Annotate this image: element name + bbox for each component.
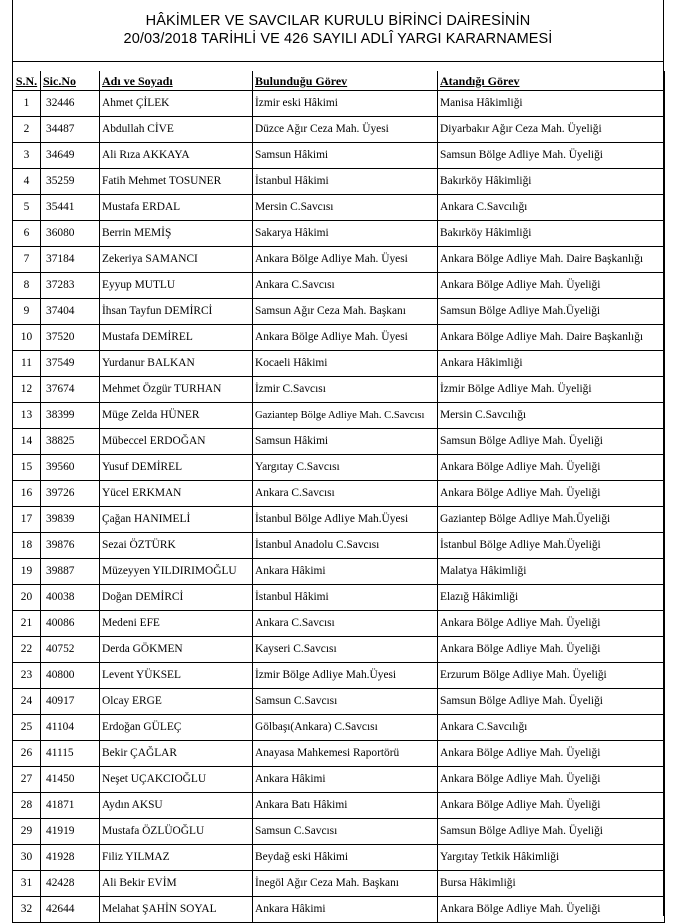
cell-sn: 24 <box>13 688 41 714</box>
cell-name: Doğan DEMİRCİ <box>100 584 253 610</box>
cell-current-post: Düzce Ağır Ceza Mah. Üyesi <box>253 116 438 142</box>
cell-name: Berrin MEMİŞ <box>100 220 253 246</box>
cell-sn: 1 <box>13 90 41 116</box>
cell-current-post: Ankara Hâkimi <box>253 896 438 922</box>
cell-assigned-post: Ankara Bölge Adliye Mah. Üyeliği <box>438 636 665 662</box>
cell-assigned-post: Ankara Hâkimliği <box>438 350 665 376</box>
cell-sn: 12 <box>13 376 41 402</box>
cell-sn: 13 <box>13 402 41 428</box>
cell-sicil-no: 34649 <box>41 142 100 168</box>
header-name: Adı ve Soyadı <box>100 71 253 90</box>
cell-current-post: Kayseri C.Savcısı <box>253 636 438 662</box>
cell-sicil-no: 37184 <box>41 246 100 272</box>
cell-name: Mübeccel ERDOĞAN <box>100 428 253 454</box>
cell-name: Yusuf DEMİREL <box>100 454 253 480</box>
cell-current-post: Ankara C.Savcısı <box>253 480 438 506</box>
cell-sicil-no: 40086 <box>41 610 100 636</box>
table-row <box>13 532 665 558</box>
table-row <box>13 272 665 298</box>
table-row <box>13 428 665 454</box>
title-box <box>13 2 663 62</box>
cell-sn: 26 <box>13 740 41 766</box>
table-row <box>13 792 665 818</box>
table-body <box>13 90 665 922</box>
table-row <box>13 584 665 610</box>
cell-name: Aydın AKSU <box>100 792 253 818</box>
table-row <box>13 194 665 220</box>
cell-name: Medeni EFE <box>100 610 253 636</box>
table-header-row <box>13 71 665 90</box>
cell-assigned-post: Ankara Bölge Adliye Mah. Üyeliği <box>438 454 665 480</box>
table-row <box>13 350 665 376</box>
cell-current-post: Samsun C.Savcısı <box>253 818 438 844</box>
table-row <box>13 220 665 246</box>
cell-sicil-no: 41928 <box>41 844 100 870</box>
cell-sn: 22 <box>13 636 41 662</box>
cell-sn: 11 <box>13 350 41 376</box>
cell-assigned-post: Bakırköy Hâkimliği <box>438 220 665 246</box>
cell-current-post: İstanbul Bölge Adliye Mah.Üyesi <box>253 506 438 532</box>
cell-sn: 28 <box>13 792 41 818</box>
header-sicil-no: Sic.No <box>41 71 100 90</box>
cell-sn: 3 <box>13 142 41 168</box>
cell-sicil-no: 37549 <box>41 350 100 376</box>
cell-name: Yurdanur BALKAN <box>100 350 253 376</box>
table-row <box>13 116 665 142</box>
cell-sicil-no: 41450 <box>41 766 100 792</box>
cell-name: Melahat ŞAHİN SOYAL <box>100 896 253 922</box>
header-sn: S.N. <box>13 71 41 90</box>
cell-current-post: Ankara Hâkimi <box>253 766 438 792</box>
cell-sn: 2 <box>13 116 41 142</box>
table-row <box>13 636 665 662</box>
cell-current-post: Ankara Bölge Adliye Mah. Üyesi <box>253 246 438 272</box>
cell-current-post: İstanbul Anadolu C.Savcısı <box>253 532 438 558</box>
cell-current-post: Ankara Batı Hâkimi <box>253 792 438 818</box>
cell-assigned-post: Ankara Bölge Adliye Mah. Üyeliği <box>438 740 665 766</box>
cell-sicil-no: 40800 <box>41 662 100 688</box>
cell-sicil-no: 32446 <box>41 90 100 116</box>
cell-assigned-post: Ankara Bölge Adliye Mah. Daire Başkanlığı <box>438 246 665 272</box>
cell-assigned-post: İzmir Bölge Adliye Mah. Üyeliği <box>438 376 665 402</box>
cell-sn: 17 <box>13 506 41 532</box>
table-row <box>13 688 665 714</box>
cell-assigned-post: Ankara C.Savcılığı <box>438 194 665 220</box>
cell-name: Eyyup MUTLU <box>100 272 253 298</box>
cell-current-post: Ankara C.Savcısı <box>253 610 438 636</box>
cell-current-post: İzmir eski Hâkimi <box>253 90 438 116</box>
title-line-1: HÂKİMLER VE SAVCILAR KURULU BİRİNCİ DAİRESİNİN <box>145 13 531 29</box>
cell-assigned-post: Ankara Bölge Adliye Mah. Üyeliği <box>438 480 665 506</box>
cell-current-post: Gaziantep Bölge Adliye Mah. C.Savcısı <box>253 402 438 428</box>
title-line-2: 20/03/2018 TARİHLİ VE 426 SAYILI ADLÎ YARGI KARARNAMESİ <box>123 31 553 47</box>
cell-sn: 18 <box>13 532 41 558</box>
table-row <box>13 896 665 922</box>
cell-current-post: Mersin C.Savcısı <box>253 194 438 220</box>
cell-sicil-no: 39560 <box>41 454 100 480</box>
cell-name: İhsan Tayfun DEMİRCİ <box>100 298 253 324</box>
cell-assigned-post: Bursa Hâkimliği <box>438 870 665 896</box>
cell-current-post: İzmir C.Savcısı <box>253 376 438 402</box>
cell-assigned-post: Elazığ Hâkimliği <box>438 584 665 610</box>
cell-sn: 7 <box>13 246 41 272</box>
cell-sicil-no: 39876 <box>41 532 100 558</box>
cell-name: Ali Rıza AKKAYA <box>100 142 253 168</box>
cell-name: Mehmet Özgür TURHAN <box>100 376 253 402</box>
cell-sn: 31 <box>13 870 41 896</box>
table-row <box>13 740 665 766</box>
cell-assigned-post: Ankara Bölge Adliye Mah. Üyeliği <box>438 896 665 922</box>
cell-sn: 9 <box>13 298 41 324</box>
cell-name: Neşet UÇAKCIOĞLU <box>100 766 253 792</box>
cell-sn: 15 <box>13 454 41 480</box>
cell-sn: 19 <box>13 558 41 584</box>
cell-name: Sezai ÖZTÜRK <box>100 532 253 558</box>
table-row <box>13 610 665 636</box>
header-current-post: Bulunduğu Görev <box>253 71 438 90</box>
cell-sicil-no: 41919 <box>41 818 100 844</box>
cell-sicil-no: 37404 <box>41 298 100 324</box>
cell-name: Bekir ÇAĞLAR <box>100 740 253 766</box>
table-row <box>13 168 665 194</box>
cell-current-post: İstanbul Hâkimi <box>253 168 438 194</box>
cell-sicil-no: 40752 <box>41 636 100 662</box>
cell-sicil-no: 40038 <box>41 584 100 610</box>
cell-sicil-no: 34487 <box>41 116 100 142</box>
cell-name: Derda GÖKMEN <box>100 636 253 662</box>
cell-current-post: Ankara Hâkimi <box>253 558 438 584</box>
table-row <box>13 558 665 584</box>
cell-sicil-no: 40917 <box>41 688 100 714</box>
cell-assigned-post: Bakırköy Hâkimliği <box>438 168 665 194</box>
table-row <box>13 454 665 480</box>
cell-name: Müzeyyen YILDIRIMOĞLU <box>100 558 253 584</box>
cell-current-post: İstanbul Hâkimi <box>253 584 438 610</box>
cell-sn: 30 <box>13 844 41 870</box>
cell-sn: 8 <box>13 272 41 298</box>
cell-name: Fatih Mehmet TOSUNER <box>100 168 253 194</box>
cell-assigned-post: Malatya Hâkimliği <box>438 558 665 584</box>
header-assigned-post: Atandığı Görev <box>438 71 665 90</box>
cell-sn: 20 <box>13 584 41 610</box>
cell-current-post: Gölbaşı(Ankara) C.Savcısı <box>253 714 438 740</box>
cell-assigned-post: Ankara Bölge Adliye Mah. Üyeliği <box>438 610 665 636</box>
table-row <box>13 402 665 428</box>
table-row <box>13 662 665 688</box>
cell-name: Olcay ERGE <box>100 688 253 714</box>
cell-current-post: Samsun Hâkimi <box>253 142 438 168</box>
cell-sn: 25 <box>13 714 41 740</box>
cell-current-post: Samsun C.Savcısı <box>253 688 438 714</box>
cell-sicil-no: 39726 <box>41 480 100 506</box>
cell-sicil-no: 41115 <box>41 740 100 766</box>
cell-sn: 29 <box>13 818 41 844</box>
cell-assigned-post: Diyarbakır Ağır Ceza Mah. Üyeliği <box>438 116 665 142</box>
cell-name: Abdullah CİVE <box>100 116 253 142</box>
cell-sn: 21 <box>13 610 41 636</box>
cell-sicil-no: 42644 <box>41 896 100 922</box>
cell-sicil-no: 38399 <box>41 402 100 428</box>
table-row <box>13 480 665 506</box>
cell-sn: 27 <box>13 766 41 792</box>
table-row <box>13 376 665 402</box>
cell-sn: 4 <box>13 168 41 194</box>
cell-current-post: Samsun Hâkimi <box>253 428 438 454</box>
cell-sn: 5 <box>13 194 41 220</box>
cell-assigned-post: Ankara Bölge Adliye Mah. Üyeliği <box>438 792 665 818</box>
cell-sn: 16 <box>13 480 41 506</box>
cell-sn: 10 <box>13 324 41 350</box>
cell-name: Yücel ERKMAN <box>100 480 253 506</box>
cell-assigned-post: Ankara C.Savcılığı <box>438 714 665 740</box>
cell-assigned-post: Ankara Bölge Adliye Mah. Daire Başkanlığı <box>438 324 665 350</box>
cell-current-post: Ankara Bölge Adliye Mah. Üyesi <box>253 324 438 350</box>
cell-name: Zekeriya SAMANCI <box>100 246 253 272</box>
table-row <box>13 870 665 896</box>
cell-current-post: Anayasa Mahkemesi Raportörü <box>253 740 438 766</box>
cell-sicil-no: 35441 <box>41 194 100 220</box>
cell-current-post: Sakarya Hâkimi <box>253 220 438 246</box>
cell-sicil-no: 41871 <box>41 792 100 818</box>
cell-name: Ali Bekir EVİM <box>100 870 253 896</box>
cell-sicil-no: 42428 <box>41 870 100 896</box>
cell-assigned-post: Samsun Bölge Adliye Mah.Üyeliği <box>438 298 665 324</box>
cell-sn: 32 <box>13 896 41 922</box>
cell-sn: 6 <box>13 220 41 246</box>
cell-assigned-post: İstanbul Bölge Adliye Mah.Üyeliği <box>438 532 665 558</box>
cell-sn: 14 <box>13 428 41 454</box>
cell-sicil-no: 38825 <box>41 428 100 454</box>
cell-current-post: Ankara C.Savcısı <box>253 272 438 298</box>
cell-sicil-no: 41104 <box>41 714 100 740</box>
cell-current-post: Yargıtay C.Savcısı <box>253 454 438 480</box>
cell-assigned-post: Mersin C.Savcılığı <box>438 402 665 428</box>
cell-current-post: Beydağ eski Hâkimi <box>253 844 438 870</box>
cell-sicil-no: 36080 <box>41 220 100 246</box>
cell-name: Müge Zelda HÜNER <box>100 402 253 428</box>
cell-assigned-post: Samsun Bölge Adliye Mah. Üyeliği <box>438 428 665 454</box>
cell-assigned-post: Gaziantep Bölge Adliye Mah.Üyeliği <box>438 506 665 532</box>
cell-sicil-no: 39887 <box>41 558 100 584</box>
cell-current-post: İnegöl Ağır Ceza Mah. Başkanı <box>253 870 438 896</box>
cell-assigned-post: Ankara Bölge Adliye Mah. Üyeliği <box>438 272 665 298</box>
cell-sicil-no: 37283 <box>41 272 100 298</box>
table-row <box>13 844 665 870</box>
cell-assigned-post: Samsun Bölge Adliye Mah. Üyeliği <box>438 688 665 714</box>
cell-assigned-post: Manisa Hâkimliği <box>438 90 665 116</box>
cell-sicil-no: 37520 <box>41 324 100 350</box>
table-row <box>13 142 665 168</box>
table-row <box>13 818 665 844</box>
cell-name: Mustafa ERDAL <box>100 194 253 220</box>
cell-name: Erdoğan GÜLEÇ <box>100 714 253 740</box>
table-row <box>13 506 665 532</box>
cell-name: Mustafa ÖZLÜOĞLU <box>100 818 253 844</box>
cell-current-post: Kocaeli Hâkimi <box>253 350 438 376</box>
table-row <box>13 324 665 350</box>
table-row <box>13 766 665 792</box>
appointments-table <box>12 71 665 923</box>
cell-assigned-post: Samsun Bölge Adliye Mah. Üyeliği <box>438 818 665 844</box>
cell-assigned-post: Samsun Bölge Adliye Mah. Üyeliği <box>438 142 665 168</box>
cell-assigned-post: Yargıtay Tetkik Hâkimliği <box>438 844 665 870</box>
cell-name: Ahmet ÇİLEK <box>100 90 253 116</box>
table-row <box>13 246 665 272</box>
cell-assigned-post: Ankara Bölge Adliye Mah. Üyeliği <box>438 766 665 792</box>
table-row <box>13 714 665 740</box>
cell-name: Mustafa DEMİREL <box>100 324 253 350</box>
cell-sn: 23 <box>13 662 41 688</box>
cell-sicil-no: 35259 <box>41 168 100 194</box>
cell-name: Filiz YILMAZ <box>100 844 253 870</box>
cell-sicil-no: 39839 <box>41 506 100 532</box>
cell-name: Çağan HANIMELİ <box>100 506 253 532</box>
cell-assigned-post: Erzurum Bölge Adliye Mah. Üyeliği <box>438 662 665 688</box>
table-row <box>13 298 665 324</box>
table-row <box>13 90 665 116</box>
cell-sicil-no: 37674 <box>41 376 100 402</box>
cell-current-post: Samsun Ağır Ceza Mah. Başkanı <box>253 298 438 324</box>
cell-current-post: İzmir Bölge Adliye Mah.Üyesi <box>253 662 438 688</box>
cell-name: Levent YÜKSEL <box>100 662 253 688</box>
